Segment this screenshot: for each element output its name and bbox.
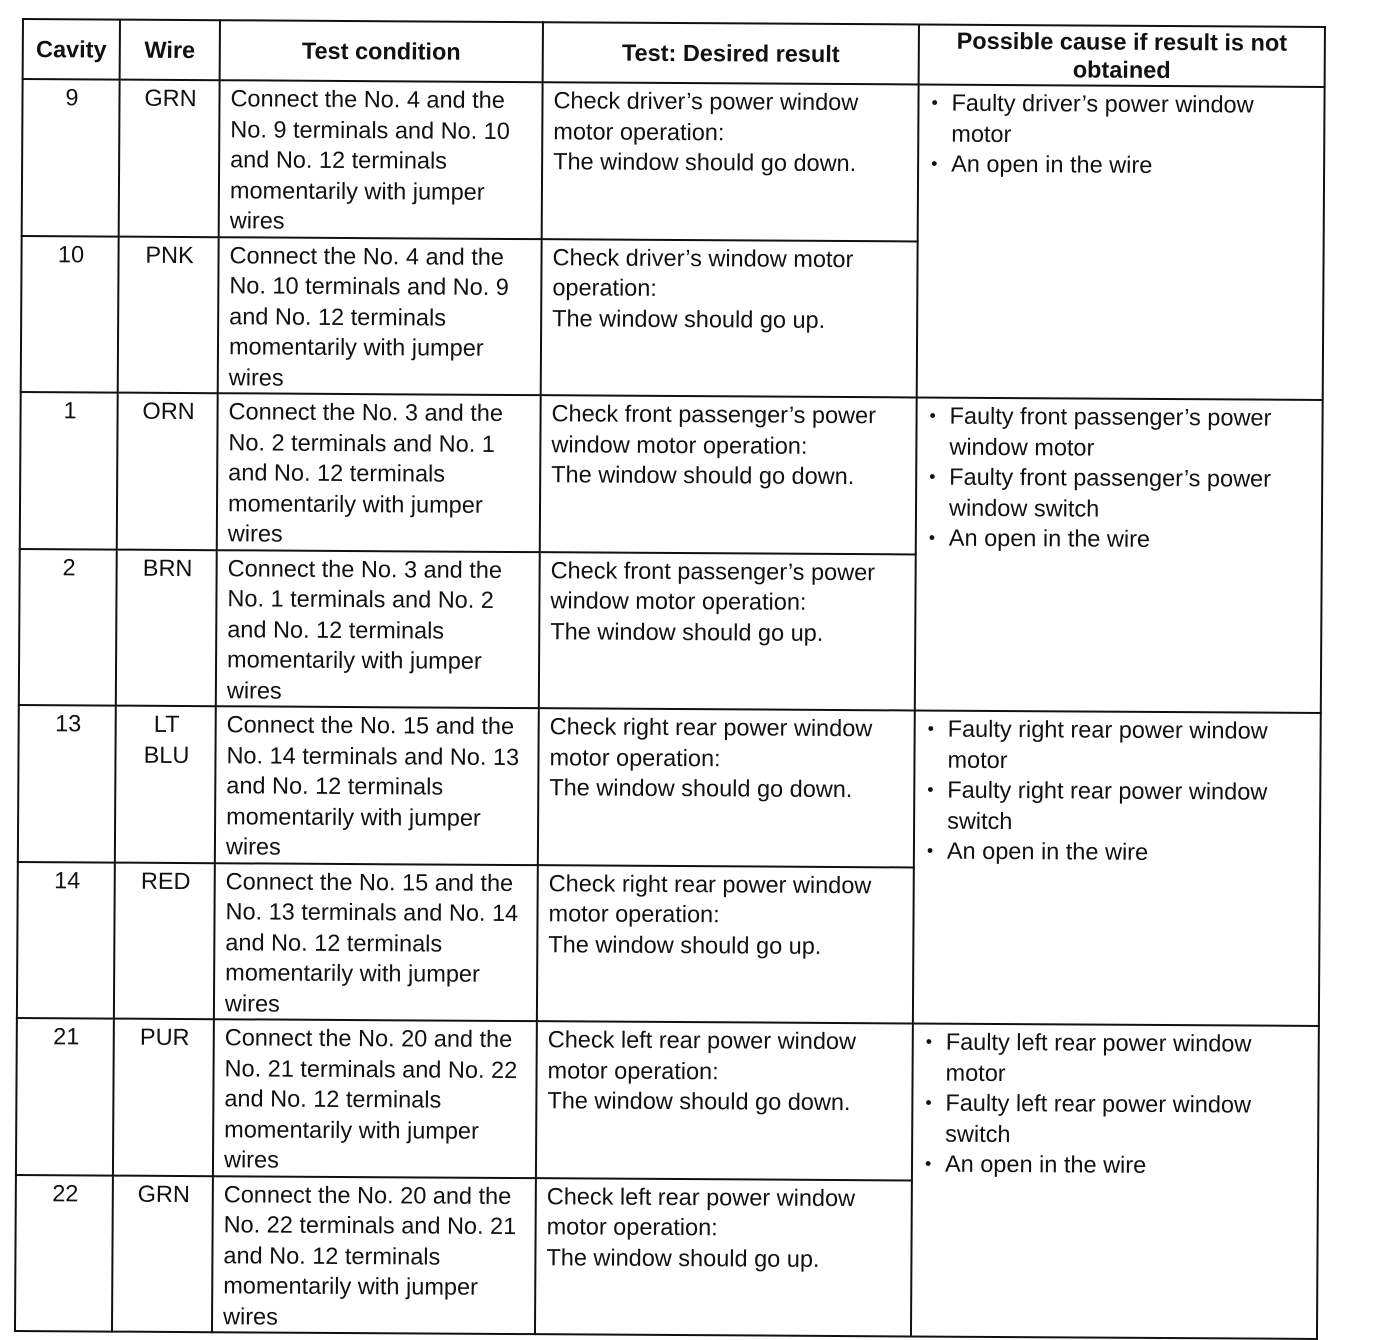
test-condition-cell: Connect the No. 15 and the No. 14 terminals and No. 13 and No. 12 terminals momentarily with jumper wires: [215, 706, 539, 864]
cause-item: • Faulty right rear power window motor: [925, 714, 1311, 777]
result-expect: The window should go down.: [553, 148, 857, 177]
desired-result-cell: [539, 552, 916, 711]
desired-result-cell: [537, 865, 914, 1024]
cavity-cell: 1: [20, 392, 118, 549]
header-desired-result: Test: Desired result: [543, 22, 919, 84]
cause-list: [927, 401, 1314, 556]
cavity-cell: 22: [15, 1174, 113, 1331]
cause-item: • An open in the wire: [927, 523, 1313, 556]
cause-item: • Faulty front passenger’s power window motor: [927, 401, 1313, 464]
wire-line: LT: [153, 710, 180, 737]
header-test-condition: Test condition: [220, 20, 543, 82]
cause-item: • Faulty left rear power window switch: [923, 1088, 1309, 1151]
result-check: Check left rear power window motor operation:: [546, 1182, 856, 1241]
wire-cell: PUR: [113, 1019, 214, 1176]
cause-list: [929, 88, 1316, 182]
result-expect: The window should go down.: [551, 461, 855, 490]
cavity-cell: 2: [19, 548, 117, 705]
wire-cell: ORN: [117, 393, 218, 550]
test-condition-cell: Connect the No. 3 and the No. 1 terminals and No. 2 and No. 12 terminals momentarily with jumper wires: [216, 550, 540, 708]
cause-list: [925, 714, 1312, 869]
test-condition-cell: Connect the No. 15 and the No. 13 terminals and No. 14 and No. 12 terminals momentarily with jumper wires: [214, 863, 538, 1021]
cause-list: [923, 1027, 1310, 1182]
result-expect: The window should go up.: [548, 930, 822, 959]
test-condition-cell: Connect the No. 4 and the No. 9 terminals and No. 10 and No. 12 terminals momentarily with jumper wires: [219, 80, 543, 238]
cause-item: • An open in the wire: [925, 836, 1311, 869]
result-expect: The window should go down.: [547, 1087, 851, 1116]
table-row: [22, 79, 1325, 243]
cause-item: • Faulty left rear power window motor: [923, 1027, 1309, 1090]
wire-cell: BRN: [116, 549, 217, 706]
desired-result-cell: [538, 708, 915, 867]
result-check: Check left rear power window motor operation:: [547, 1026, 857, 1084]
result-expect: The window should go up.: [552, 304, 826, 333]
result-check: Check driver’s window motor operation:: [552, 243, 854, 301]
header-row: [23, 19, 1325, 87]
desired-result-cell: [535, 1178, 912, 1337]
test-condition-cell: Connect the No. 4 and the No. 10 terminals and No. 9 and No. 12 terminals momentarily with jumper wires: [218, 237, 542, 395]
result-check: Check driver’s power window motor operation:: [553, 87, 859, 145]
desired-result-cell: [536, 1021, 913, 1180]
possible-cause-cell: [917, 84, 1325, 399]
cause-item: • An open in the wire: [929, 149, 1315, 182]
cause-item: • Faulty front passenger’s power window switch: [927, 462, 1313, 525]
cavity-cell: 14: [17, 861, 115, 1018]
cavity-cell: 21: [16, 1018, 114, 1175]
desired-result-cell: [542, 82, 919, 241]
cavity-cell: 9: [22, 79, 120, 236]
desired-result-cell: [541, 239, 918, 398]
test-condition-cell: Connect the No. 20 and the No. 22 terminals and No. 21 and No. 12 terminals momentarily with jumper wires: [212, 1176, 536, 1334]
result-expect: The window should go up.: [550, 617, 824, 646]
result-expect: The window should go up.: [546, 1243, 820, 1272]
header-wire: Wire: [120, 20, 220, 81]
cause-item: • An open in the wire: [923, 1149, 1309, 1182]
cavity-cell: 10: [21, 236, 119, 393]
wire-line: BLU: [143, 741, 190, 768]
possible-cause-cell: [913, 710, 1321, 1025]
test-condition-cell: Connect the No. 3 and the No. 2 terminals and No. 1 and No. 12 terminals momentarily with jumper wires: [217, 393, 541, 551]
result-check: Check front passenger’s power window motor operation:: [550, 556, 876, 615]
possible-cause-cell: [915, 397, 1323, 712]
cause-item: • Faulty right rear power window switch: [925, 775, 1311, 838]
wire-cell: GRN: [119, 80, 220, 237]
test-condition-cell: Connect the No. 20 and the No. 21 terminals and No. 22 and No. 12 terminals momentarily with jumper wires: [213, 1019, 537, 1177]
result-check: Check right rear power window motor operation:: [549, 713, 873, 771]
cavity-cell: 13: [18, 705, 116, 862]
wire-cell: RED: [114, 862, 215, 1019]
result-check: Check front passenger’s power window motor operation:: [551, 400, 877, 459]
possible-cause-cell: [911, 1023, 1319, 1338]
result-expect: The window should go down.: [549, 774, 853, 803]
table-row: [16, 1018, 1319, 1182]
wire-cell: GRN: [112, 1175, 213, 1332]
cause-item: • Faulty driver’s power window motor: [929, 88, 1315, 151]
desired-result-cell: [540, 395, 917, 554]
header-possible-cause: Possible cause if result is not obtained: [919, 24, 1325, 86]
wire-cell: PNK: [118, 236, 219, 393]
header-cavity: Cavity: [23, 19, 120, 80]
result-check: Check right rear power window motor operation:: [548, 869, 872, 928]
troubleshooting-table: [14, 18, 1326, 1340]
table-row: [20, 392, 1323, 556]
wire-cell: [115, 706, 216, 863]
table-row: [18, 705, 1321, 869]
